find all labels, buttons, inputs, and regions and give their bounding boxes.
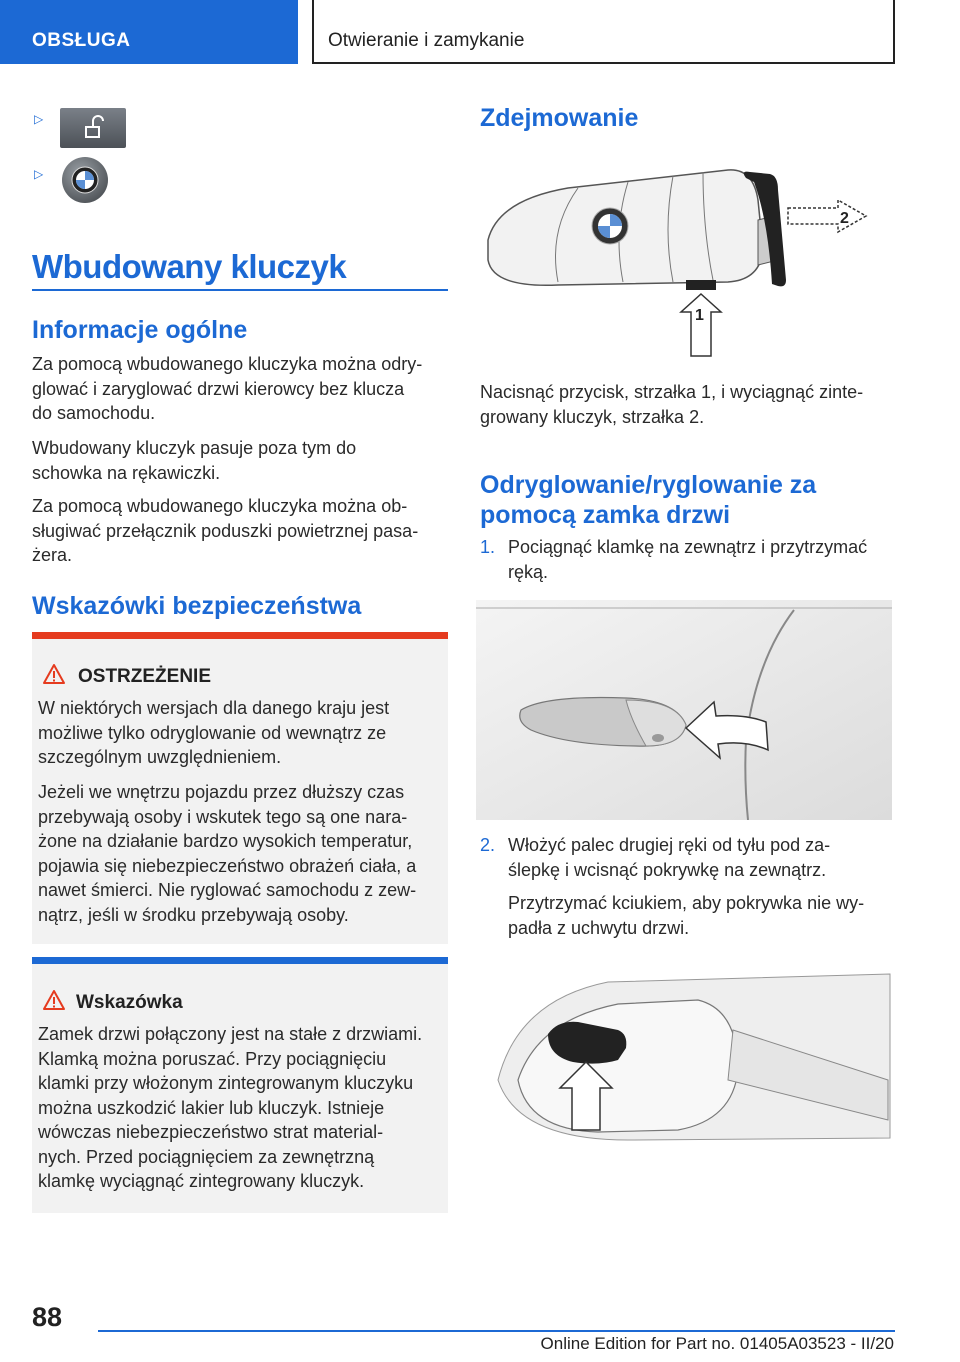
note-paragraph: Zamek drzwi połączony jest na stałe z drzwiami. Klamką można poruszać. Przy pociągnięciu klamki przy włożonym zintegrowanym kluczyku można uszkodzić lakier lub kluczyk. Istnieje wówczas niebezpieczeństwo strat material- nych. Przed pociągnięciem za zewnętrzną klamkę wyciągnąć zintegrowany kluczyk. [38, 1024, 423, 1191]
figure-label-2: 2 [840, 210, 849, 227]
general-paragraph-2: Wbudowany kluczyk pasuje poza tym do schowka na rękawiczki. [32, 438, 357, 483]
note-box [32, 957, 448, 1213]
footer-rule [98, 1330, 895, 1332]
unlock-heading: Odryglowanie/ryglowanie za pomocą zamka drzwi [480, 471, 817, 529]
general-info-heading: Informacje ogólne [32, 316, 248, 344]
safety-heading: Wskazówki bezpieczeństwa [32, 592, 362, 620]
remove-paragraph: Nacisnąć przycisk, strzałka 1, i wyciągnąć zinte- growany kluczyk, strzałka 2. [480, 382, 864, 427]
page-number: 88 [32, 1302, 63, 1332]
warning-triangle-icon [42, 663, 66, 685]
step-2-text: Włożyć palec drugiej ręki od tyłu pod za- ślepkę i wcisnąć pokrywkę na zewnątrz. [508, 835, 831, 880]
warning-paragraph-2: Jeżeli we wnętrzu pojazdu przez dłuższy czas przebywają osoby i wskutek tego są one nara- żone na działanie bardzo wysokich temperatur, pojawia się niebezpieczeństwo obrażeń ciała, a nawet śmierci. Nie ryglować samochodu z zew- nątrz, jeśli w środku przebywają osoby. [38, 782, 417, 925]
chapter-title-box [312, 0, 895, 64]
step-2-extra-text: Przytrzymać kciukiem, aby pokrywka nie wy- padła z uchwytu drzwi. [508, 893, 865, 938]
bmw-logo-button-icon [62, 157, 108, 203]
figure-label-1: 1 [695, 307, 704, 324]
section-tab [0, 0, 298, 64]
bullet-triangle-icon: ▷ [34, 112, 44, 126]
step-2-number: 2. [480, 835, 496, 855]
section-label: OBSŁUGA [32, 30, 131, 51]
edition-footer: Online Edition for Part no. 01405A03523 - II/20 [540, 1334, 894, 1353]
chapter-title: Otwieranie i zamykanie [328, 30, 525, 51]
heading-rule [32, 289, 448, 291]
warning-triangle-icon [42, 989, 66, 1011]
bullet-triangle-icon: ▷ [34, 167, 44, 181]
warning-box [32, 632, 448, 944]
warning-title: OSTRZEŻENIE [78, 666, 212, 687]
remove-heading: Zdejmowanie [480, 104, 639, 132]
page-heading: Wbudowany kluczyk [32, 248, 347, 285]
step-1-text: Pociągnąć klamkę na zewnątrz i przytrzymać ręką. [508, 537, 868, 582]
general-paragraph-3: Za pomocą wbudowanego kluczyka można ob- sługiwać przełącznik poduszki powietrznej pasa- żera. [32, 496, 419, 565]
warning-paragraph-1: W niektórych wersjach dla danego kraju jest możliwe tylko odryglowanie od wewnątrz ze szczególnym uwzględnieniem. [38, 698, 390, 767]
key-cover-figure [478, 970, 892, 1148]
step-1-number: 1. [480, 537, 496, 557]
unlock-button-icon [60, 108, 126, 148]
door-handle-figure [476, 600, 892, 820]
general-paragraph-1: Za pomocą wbudowanego kluczyka można odry- glować i zaryglować drzwi kierowcy bez klucza do samochodu. [32, 354, 423, 423]
key-removal-figure [478, 160, 892, 366]
note-title: Wskazówka [76, 992, 183, 1013]
